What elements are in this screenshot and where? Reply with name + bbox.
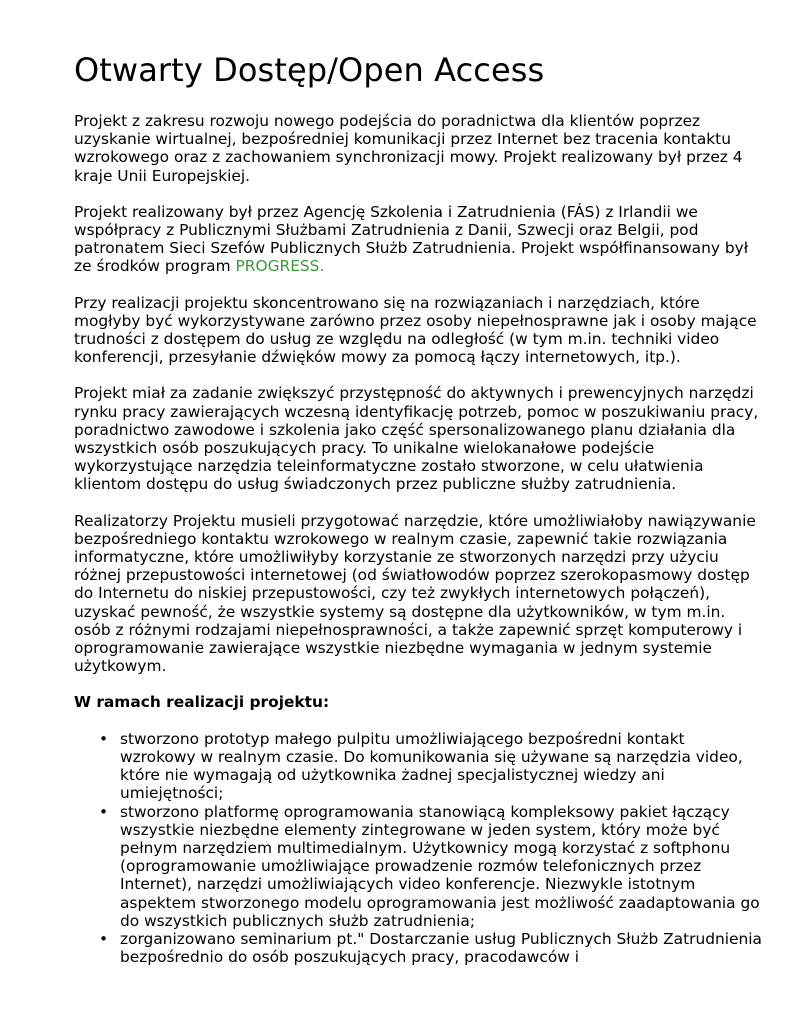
focus-paragraph: Przy realizacji projektu skoncentrowano się na rozwiązaniach i narzędziach, które mogłyby być wykorzystywane zarówno przez osoby niepełnosprawne jak i osoby mające trudności z dostępem do usług ze względu na odległość (w tym m.in. techniki video konferencji, przesyłanie dźwięków mowy za pomocą łączy internetowych, itp.). xyxy=(74,293,757,367)
list-item: • stworzono prototyp małego pulpitu umożliwiającego bezpośredni kontakt wzrokowy w realnym czasie. Do komunikowania się używane są narzędzia video, które nie wymagają od użytkownika żadnej specjalistycznej wiedzy ani umiejętności; xyxy=(120,730,764,803)
list-item: • zorganizowano seminarium pt." Dostarczanie usług Publicznych Służb Zatrudnienia bezpośrednio do osób poszukujących pracy, pracodawców i xyxy=(120,930,764,966)
requirements-paragraph: Realizatorzy Projektu musieli przygotować narzędzie, które umożliwiałoby nawiązywanie bezpośredniego kontaktu wzrokowego w realnym czasie, zapewnić takie rozwiązania informatyczne, które umożliwiłyby korzystanie ze stworzonych narzędzi przy użyciu różnej przepustowości internetowej (od światłowodów poprzez szerokopasmowy dostęp do Internetu do niskiej przepustowości, czy też zwykłych internetowych połączeń), uzyskać pewność, że wszystkie systemy są dostępne dla użytkowników, w tym m.in. osób z różnymi rodzajami niepełnosprawności, a także zapewnić sprzęt komputerowy i oprogramowanie zawierające wszystkie niezbędne wymagania w jednym systemie użytkowym. xyxy=(74,511,756,676)
page-title: Otwarty Dostęp/Open Access xyxy=(74,51,545,89)
list-item: • stworzono platformę oprogramowania stanowiącą kompleksowy pakiet łączący wszystkie niezbędne elementy zintegrowane w jeden system, który może być pełnym narzędziem multimedialnym. Użytkownicy mogą korzystać z softphonu (oprogramowanie umożliwiające prowadzenie rozmów telefonicznych przez Internet), narzędzi umożliwiających video konferencje. Niezwykle istotnym aspektem stworzonego modelu oprogramowania jest możliwość zaadaptowania go do wszystkich publicznych służb zatrudnienia; xyxy=(120,803,764,930)
section-heading: W ramach realizacji projektu: xyxy=(74,693,330,712)
partners-paragraph-text: Projekt realizowany był przez Agencję Szkolenia i Zatrudnienia (FÁS) z Irlandii we współpracy z Publicznymi Służbami Zatrudnienia z Danii, Szwecji oraz Belgii, pod patronatem Sieci Szefów Publicznych Służb Zatrudnienia. Projekt współfinansowany był ze środków program xyxy=(74,202,749,276)
progress-link[interactable]: PROGRESS. xyxy=(235,257,325,276)
document-page xyxy=(74,50,764,966)
partners-paragraph xyxy=(74,203,764,276)
intro-paragraph: Projekt z zakresu rozwoju nowego podejścia do poradnictwa dla klientów poprzez uzyskanie wirtualnej, bezpośredniej komunikacji przez Internet bez tracenia kontaktu wzrokowego oraz z zachowaniem synchronizacji mowy. Projekt realizowany był przez 4 kraje Unii Europejskiej. xyxy=(74,112,743,185)
achievements-list xyxy=(74,730,764,967)
goal-paragraph: Projekt miał za zadanie zwiększyć przystępność do aktywnych i prewencyjnych narzędzi rynku pracy zawierających wczesną identyfikację potrzeb, pomoc w poszukiwaniu pracy, poradnictwo zawodowe i szkolenia jako część spersonalizowanego planu działania dla wszystkich osób poszukujących pracy. To unikalne wielokanałowe podejście wykorzystujące narzędzia teleinformatyczne zostało stworzone, w celu ułatwienia klientom dostępu do usług świadczonych przez publiczne służby zatrudnienia. xyxy=(74,384,759,494)
